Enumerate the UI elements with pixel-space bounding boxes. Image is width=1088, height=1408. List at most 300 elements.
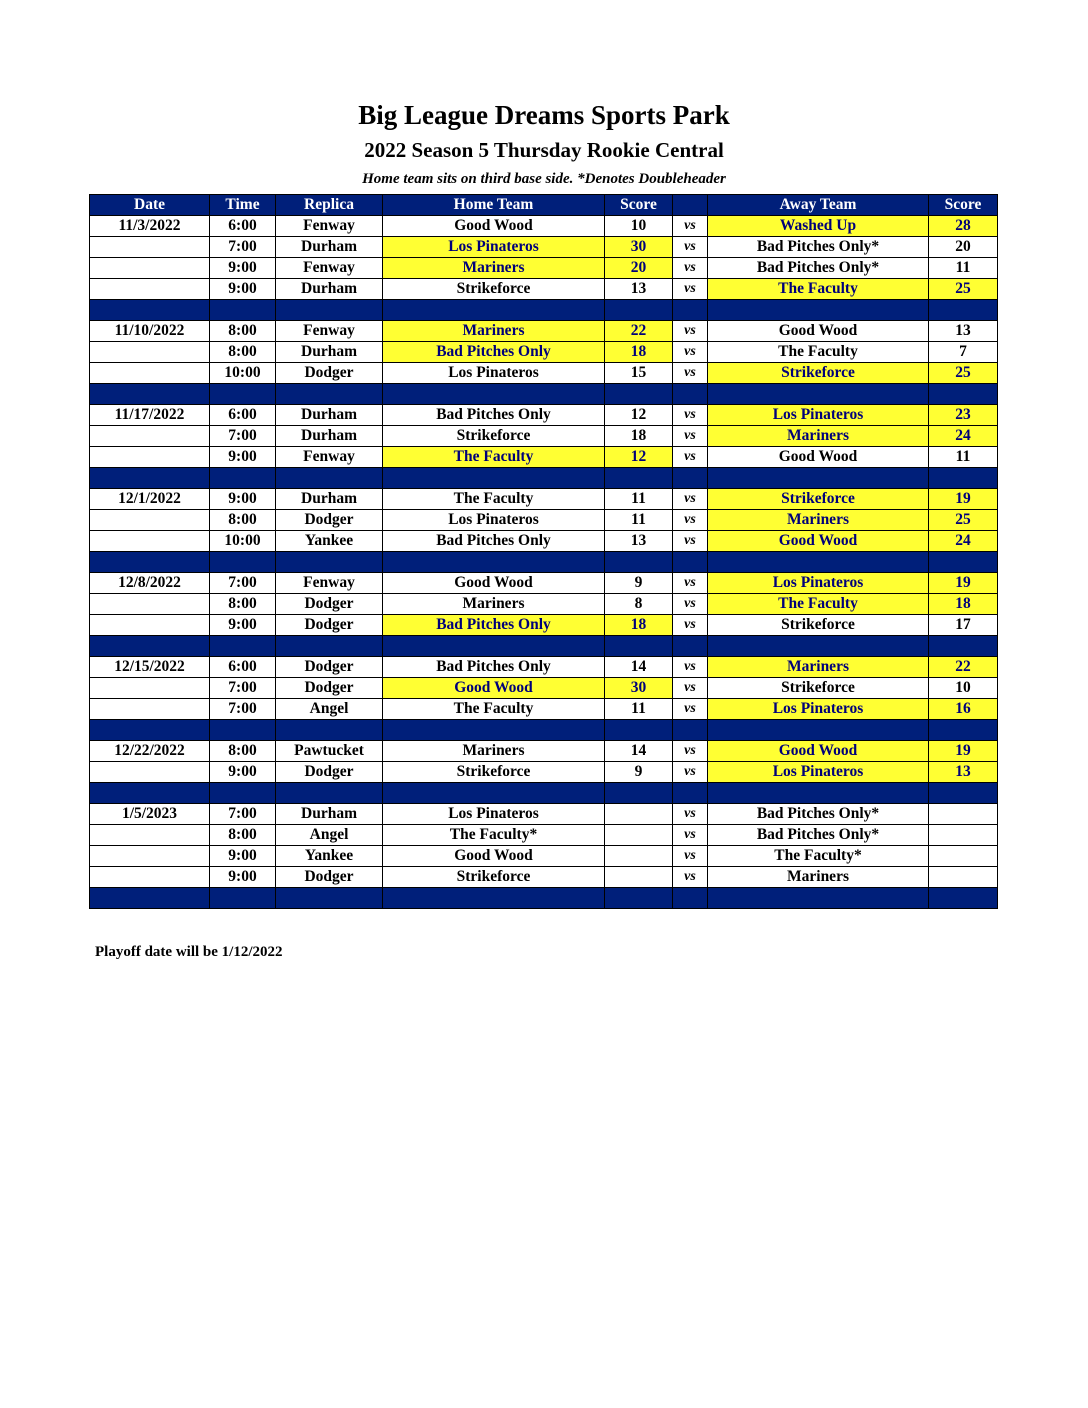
game-field: Dodger bbox=[276, 867, 383, 888]
home-score: 9 bbox=[605, 762, 673, 783]
game-time: 6:00 bbox=[210, 405, 276, 426]
separator-row bbox=[90, 552, 998, 573]
vs-label: vs bbox=[673, 867, 708, 888]
home-team: Mariners bbox=[383, 258, 605, 279]
game-field: Fenway bbox=[276, 573, 383, 594]
game-field: Durham bbox=[276, 279, 383, 300]
game-date: 12/8/2022 bbox=[90, 573, 210, 594]
away-score bbox=[929, 867, 998, 888]
separator-row bbox=[90, 720, 998, 741]
separator-cell bbox=[90, 636, 210, 657]
table-row bbox=[90, 279, 998, 300]
game-date bbox=[90, 258, 210, 279]
separator-cell bbox=[210, 720, 276, 741]
vs-label: vs bbox=[673, 237, 708, 258]
game-field: Dodger bbox=[276, 657, 383, 678]
separator-cell bbox=[605, 636, 673, 657]
game-field: Pawtucket bbox=[276, 741, 383, 762]
separator-cell bbox=[605, 783, 673, 804]
home-team: Bad Pitches Only bbox=[383, 405, 605, 426]
away-score: 7 bbox=[929, 342, 998, 363]
game-time: 8:00 bbox=[210, 594, 276, 615]
game-date bbox=[90, 699, 210, 720]
game-time: 9:00 bbox=[210, 258, 276, 279]
home-score: 18 bbox=[605, 615, 673, 636]
table-row bbox=[90, 804, 998, 825]
vs-label: vs bbox=[673, 615, 708, 636]
away-team: Mariners bbox=[708, 867, 929, 888]
away-score: 24 bbox=[929, 426, 998, 447]
vs-label: vs bbox=[673, 342, 708, 363]
vs-label: vs bbox=[673, 594, 708, 615]
table-row bbox=[90, 699, 998, 720]
separator-cell bbox=[929, 552, 998, 573]
separator-cell bbox=[673, 720, 708, 741]
away-score bbox=[929, 846, 998, 867]
col-vs bbox=[673, 195, 708, 216]
col-time: Time bbox=[210, 195, 276, 216]
table-row bbox=[90, 741, 998, 762]
away-team: Strikeforce bbox=[708, 615, 929, 636]
table-row bbox=[90, 405, 998, 426]
away-team: The Faculty bbox=[708, 342, 929, 363]
separator-cell bbox=[276, 636, 383, 657]
game-date bbox=[90, 846, 210, 867]
game-time: 9:00 bbox=[210, 447, 276, 468]
game-field: Durham bbox=[276, 489, 383, 510]
game-time: 7:00 bbox=[210, 804, 276, 825]
game-field: Dodger bbox=[276, 678, 383, 699]
home-team: Strikeforce bbox=[383, 426, 605, 447]
col-replica: Replica bbox=[276, 195, 383, 216]
game-field: Fenway bbox=[276, 258, 383, 279]
game-time: 9:00 bbox=[210, 615, 276, 636]
home-team: Good Wood bbox=[383, 678, 605, 699]
game-date: 11/17/2022 bbox=[90, 405, 210, 426]
table-row bbox=[90, 531, 998, 552]
separator-cell bbox=[276, 552, 383, 573]
away-team: Good Wood bbox=[708, 447, 929, 468]
table-row bbox=[90, 447, 998, 468]
separator-cell bbox=[210, 300, 276, 321]
game-date bbox=[90, 867, 210, 888]
vs-label: vs bbox=[673, 447, 708, 468]
table-row bbox=[90, 846, 998, 867]
separator-cell bbox=[929, 783, 998, 804]
separator-cell bbox=[276, 720, 383, 741]
game-field: Angel bbox=[276, 825, 383, 846]
separator-cell bbox=[90, 300, 210, 321]
away-team: Mariners bbox=[708, 657, 929, 678]
game-time: 8:00 bbox=[210, 741, 276, 762]
away-team: Bad Pitches Only* bbox=[708, 804, 929, 825]
home-team: Mariners bbox=[383, 594, 605, 615]
separator-row bbox=[90, 384, 998, 405]
away-score: 25 bbox=[929, 363, 998, 384]
separator-cell bbox=[383, 384, 605, 405]
col-away-team: Away Team bbox=[708, 195, 929, 216]
home-score: 14 bbox=[605, 741, 673, 762]
separator-cell bbox=[673, 636, 708, 657]
home-team: Strikeforce bbox=[383, 762, 605, 783]
table-row bbox=[90, 573, 998, 594]
home-score: 22 bbox=[605, 321, 673, 342]
separator-cell bbox=[90, 552, 210, 573]
home-score: 13 bbox=[605, 279, 673, 300]
separator-row bbox=[90, 888, 998, 909]
home-team: Los Pinateros bbox=[383, 510, 605, 531]
game-date bbox=[90, 762, 210, 783]
away-team: Bad Pitches Only* bbox=[708, 258, 929, 279]
away-score: 18 bbox=[929, 594, 998, 615]
separator-cell bbox=[605, 468, 673, 489]
home-team: The Faculty bbox=[383, 489, 605, 510]
away-team: Mariners bbox=[708, 426, 929, 447]
home-score: 11 bbox=[605, 699, 673, 720]
game-date: 12/1/2022 bbox=[90, 489, 210, 510]
separator-cell bbox=[276, 300, 383, 321]
home-score: 13 bbox=[605, 531, 673, 552]
game-date bbox=[90, 594, 210, 615]
game-field: Yankee bbox=[276, 531, 383, 552]
away-team: Los Pinateros bbox=[708, 762, 929, 783]
table-row bbox=[90, 216, 998, 237]
separator-cell bbox=[276, 783, 383, 804]
separator-cell bbox=[90, 468, 210, 489]
game-field: Durham bbox=[276, 426, 383, 447]
table-row bbox=[90, 489, 998, 510]
table-row bbox=[90, 237, 998, 258]
game-field: Angel bbox=[276, 699, 383, 720]
game-time: 9:00 bbox=[210, 489, 276, 510]
away-team: Los Pinateros bbox=[708, 405, 929, 426]
away-team: Good Wood bbox=[708, 531, 929, 552]
home-score: 12 bbox=[605, 405, 673, 426]
away-score: 10 bbox=[929, 678, 998, 699]
schedule-table bbox=[89, 194, 998, 909]
game-time: 10:00 bbox=[210, 363, 276, 384]
game-time: 8:00 bbox=[210, 321, 276, 342]
col-home-score: Score bbox=[605, 195, 673, 216]
separator-cell bbox=[673, 384, 708, 405]
separator-cell bbox=[210, 552, 276, 573]
game-field: Fenway bbox=[276, 447, 383, 468]
col-date: Date bbox=[90, 195, 210, 216]
away-score: 19 bbox=[929, 741, 998, 762]
home-team: Bad Pitches Only bbox=[383, 531, 605, 552]
game-date bbox=[90, 531, 210, 552]
home-score: 12 bbox=[605, 447, 673, 468]
separator-cell bbox=[383, 888, 605, 909]
game-date bbox=[90, 678, 210, 699]
vs-label: vs bbox=[673, 762, 708, 783]
away-score: 23 bbox=[929, 405, 998, 426]
separator-cell bbox=[708, 300, 929, 321]
separator-cell bbox=[90, 384, 210, 405]
separator-cell bbox=[90, 783, 210, 804]
home-score bbox=[605, 867, 673, 888]
away-score: 17 bbox=[929, 615, 998, 636]
game-field: Durham bbox=[276, 237, 383, 258]
home-score: 14 bbox=[605, 657, 673, 678]
game-date bbox=[90, 447, 210, 468]
game-time: 9:00 bbox=[210, 279, 276, 300]
separator-cell bbox=[383, 783, 605, 804]
game-date: 11/10/2022 bbox=[90, 321, 210, 342]
vs-label: vs bbox=[673, 216, 708, 237]
vs-label: vs bbox=[673, 258, 708, 279]
separator-cell bbox=[605, 888, 673, 909]
home-team: Mariners bbox=[383, 741, 605, 762]
away-score: 25 bbox=[929, 279, 998, 300]
game-date bbox=[90, 615, 210, 636]
vs-label: vs bbox=[673, 405, 708, 426]
separator-cell bbox=[708, 552, 929, 573]
home-team: The Faculty bbox=[383, 699, 605, 720]
game-date bbox=[90, 363, 210, 384]
away-team: Strikeforce bbox=[708, 489, 929, 510]
game-field: Durham bbox=[276, 405, 383, 426]
away-team: The Faculty bbox=[708, 279, 929, 300]
game-time: 9:00 bbox=[210, 762, 276, 783]
game-field: Dodger bbox=[276, 363, 383, 384]
home-score: 18 bbox=[605, 342, 673, 363]
separator-row bbox=[90, 783, 998, 804]
game-date bbox=[90, 279, 210, 300]
game-date bbox=[90, 426, 210, 447]
away-team: Bad Pitches Only* bbox=[708, 237, 929, 258]
table-row bbox=[90, 594, 998, 615]
separator-cell bbox=[929, 468, 998, 489]
vs-label: vs bbox=[673, 657, 708, 678]
away-score: 13 bbox=[929, 762, 998, 783]
table-row bbox=[90, 321, 998, 342]
vs-label: vs bbox=[673, 804, 708, 825]
home-score: 9 bbox=[605, 573, 673, 594]
schedule-body bbox=[90, 216, 998, 909]
away-score: 28 bbox=[929, 216, 998, 237]
game-time: 8:00 bbox=[210, 342, 276, 363]
separator-cell bbox=[210, 636, 276, 657]
separator-cell bbox=[708, 384, 929, 405]
page-title: Big League Dreams Sports Park bbox=[358, 100, 730, 130]
game-time: 9:00 bbox=[210, 846, 276, 867]
game-field: Dodger bbox=[276, 762, 383, 783]
away-team: Good Wood bbox=[708, 741, 929, 762]
separator-cell bbox=[929, 384, 998, 405]
home-team: Strikeforce bbox=[383, 279, 605, 300]
separator-row bbox=[90, 468, 998, 489]
vs-label: vs bbox=[673, 426, 708, 447]
away-score: 16 bbox=[929, 699, 998, 720]
separator-cell bbox=[929, 720, 998, 741]
game-time: 8:00 bbox=[210, 825, 276, 846]
away-score: 13 bbox=[929, 321, 998, 342]
table-row bbox=[90, 825, 998, 846]
game-date bbox=[90, 237, 210, 258]
separator-cell bbox=[605, 300, 673, 321]
table-row bbox=[90, 426, 998, 447]
table-row bbox=[90, 657, 998, 678]
game-field: Dodger bbox=[276, 510, 383, 531]
home-score: 15 bbox=[605, 363, 673, 384]
table-row bbox=[90, 867, 998, 888]
table-row bbox=[90, 510, 998, 531]
separator-cell bbox=[276, 888, 383, 909]
game-date bbox=[90, 342, 210, 363]
page-subtitle: 2022 Season 5 Thursday Rookie Central bbox=[364, 138, 724, 162]
home-team: Los Pinateros bbox=[383, 237, 605, 258]
game-date bbox=[90, 825, 210, 846]
separator-cell bbox=[383, 300, 605, 321]
separator-cell bbox=[708, 636, 929, 657]
game-field: Fenway bbox=[276, 321, 383, 342]
home-team: Strikeforce bbox=[383, 867, 605, 888]
home-team: Good Wood bbox=[383, 846, 605, 867]
game-date: 12/22/2022 bbox=[90, 741, 210, 762]
home-team: Los Pinateros bbox=[383, 363, 605, 384]
vs-label: vs bbox=[673, 510, 708, 531]
vs-label: vs bbox=[673, 531, 708, 552]
home-team: Bad Pitches Only bbox=[383, 615, 605, 636]
table-row bbox=[90, 258, 998, 279]
game-date: 11/3/2022 bbox=[90, 216, 210, 237]
away-score: 25 bbox=[929, 510, 998, 531]
separator-row bbox=[90, 300, 998, 321]
home-team: Good Wood bbox=[383, 216, 605, 237]
home-score bbox=[605, 846, 673, 867]
away-team: Bad Pitches Only* bbox=[708, 825, 929, 846]
separator-cell bbox=[605, 384, 673, 405]
separator-cell bbox=[708, 720, 929, 741]
separator-cell bbox=[210, 468, 276, 489]
away-score bbox=[929, 804, 998, 825]
separator-cell bbox=[383, 636, 605, 657]
game-field: Dodger bbox=[276, 594, 383, 615]
separator-cell bbox=[673, 468, 708, 489]
away-team: Strikeforce bbox=[708, 678, 929, 699]
home-score: 18 bbox=[605, 426, 673, 447]
vs-label: vs bbox=[673, 825, 708, 846]
playoff-note: Playoff date will be 1/12/2022 bbox=[95, 944, 283, 960]
separator-row bbox=[90, 636, 998, 657]
separator-cell bbox=[673, 300, 708, 321]
separator-cell bbox=[708, 783, 929, 804]
home-team: The Faculty bbox=[383, 447, 605, 468]
table-row bbox=[90, 363, 998, 384]
away-team: Los Pinateros bbox=[708, 699, 929, 720]
separator-cell bbox=[210, 783, 276, 804]
home-team: Mariners bbox=[383, 321, 605, 342]
separator-cell bbox=[383, 552, 605, 573]
home-score: 30 bbox=[605, 678, 673, 699]
game-time: 6:00 bbox=[210, 216, 276, 237]
schedule-note: Home team sits on third base side. *Denotes Doubleheader bbox=[362, 171, 726, 187]
game-time: 9:00 bbox=[210, 867, 276, 888]
table-row bbox=[90, 615, 998, 636]
separator-cell bbox=[276, 384, 383, 405]
game-field: Fenway bbox=[276, 216, 383, 237]
vs-label: vs bbox=[673, 489, 708, 510]
separator-cell bbox=[276, 468, 383, 489]
home-score: 20 bbox=[605, 258, 673, 279]
away-team: Washed Up bbox=[708, 216, 929, 237]
away-team: Strikeforce bbox=[708, 363, 929, 384]
away-score: 19 bbox=[929, 573, 998, 594]
vs-label: vs bbox=[673, 699, 708, 720]
table-row bbox=[90, 762, 998, 783]
separator-cell bbox=[673, 552, 708, 573]
vs-label: vs bbox=[673, 363, 708, 384]
away-score: 22 bbox=[929, 657, 998, 678]
separator-cell bbox=[383, 720, 605, 741]
away-score: 11 bbox=[929, 258, 998, 279]
separator-cell bbox=[605, 720, 673, 741]
game-time: 7:00 bbox=[210, 237, 276, 258]
home-score: 11 bbox=[605, 510, 673, 531]
away-score bbox=[929, 825, 998, 846]
separator-cell bbox=[210, 888, 276, 909]
separator-cell bbox=[673, 888, 708, 909]
table-header-row bbox=[90, 195, 998, 216]
table-row bbox=[90, 342, 998, 363]
separator-cell bbox=[708, 888, 929, 909]
separator-cell bbox=[929, 888, 998, 909]
away-team: Good Wood bbox=[708, 321, 929, 342]
table-row bbox=[90, 678, 998, 699]
home-score: 10 bbox=[605, 216, 673, 237]
game-time: 7:00 bbox=[210, 699, 276, 720]
game-time: 6:00 bbox=[210, 657, 276, 678]
away-team: Mariners bbox=[708, 510, 929, 531]
col-away-score: Score bbox=[929, 195, 998, 216]
vs-label: vs bbox=[673, 741, 708, 762]
separator-cell bbox=[90, 720, 210, 741]
vs-label: vs bbox=[673, 846, 708, 867]
away-score: 19 bbox=[929, 489, 998, 510]
game-date: 1/5/2023 bbox=[90, 804, 210, 825]
game-field: Durham bbox=[276, 342, 383, 363]
vs-label: vs bbox=[673, 279, 708, 300]
vs-label: vs bbox=[673, 573, 708, 594]
separator-cell bbox=[929, 636, 998, 657]
game-time: 7:00 bbox=[210, 573, 276, 594]
separator-cell bbox=[708, 468, 929, 489]
home-team: Bad Pitches Only bbox=[383, 657, 605, 678]
game-field: Yankee bbox=[276, 846, 383, 867]
home-score: 30 bbox=[605, 237, 673, 258]
home-score bbox=[605, 804, 673, 825]
away-team: The Faculty* bbox=[708, 846, 929, 867]
separator-cell bbox=[673, 783, 708, 804]
away-score: 11 bbox=[929, 447, 998, 468]
home-team: Good Wood bbox=[383, 573, 605, 594]
separator-cell bbox=[605, 552, 673, 573]
separator-cell bbox=[383, 468, 605, 489]
away-team: The Faculty bbox=[708, 594, 929, 615]
home-score bbox=[605, 825, 673, 846]
game-field: Durham bbox=[276, 804, 383, 825]
game-time: 7:00 bbox=[210, 678, 276, 699]
away-team: Los Pinateros bbox=[708, 573, 929, 594]
col-home-team: Home Team bbox=[383, 195, 605, 216]
game-date: 12/15/2022 bbox=[90, 657, 210, 678]
away-score: 20 bbox=[929, 237, 998, 258]
vs-label: vs bbox=[673, 321, 708, 342]
home-team: Bad Pitches Only bbox=[383, 342, 605, 363]
away-score: 24 bbox=[929, 531, 998, 552]
home-score: 8 bbox=[605, 594, 673, 615]
